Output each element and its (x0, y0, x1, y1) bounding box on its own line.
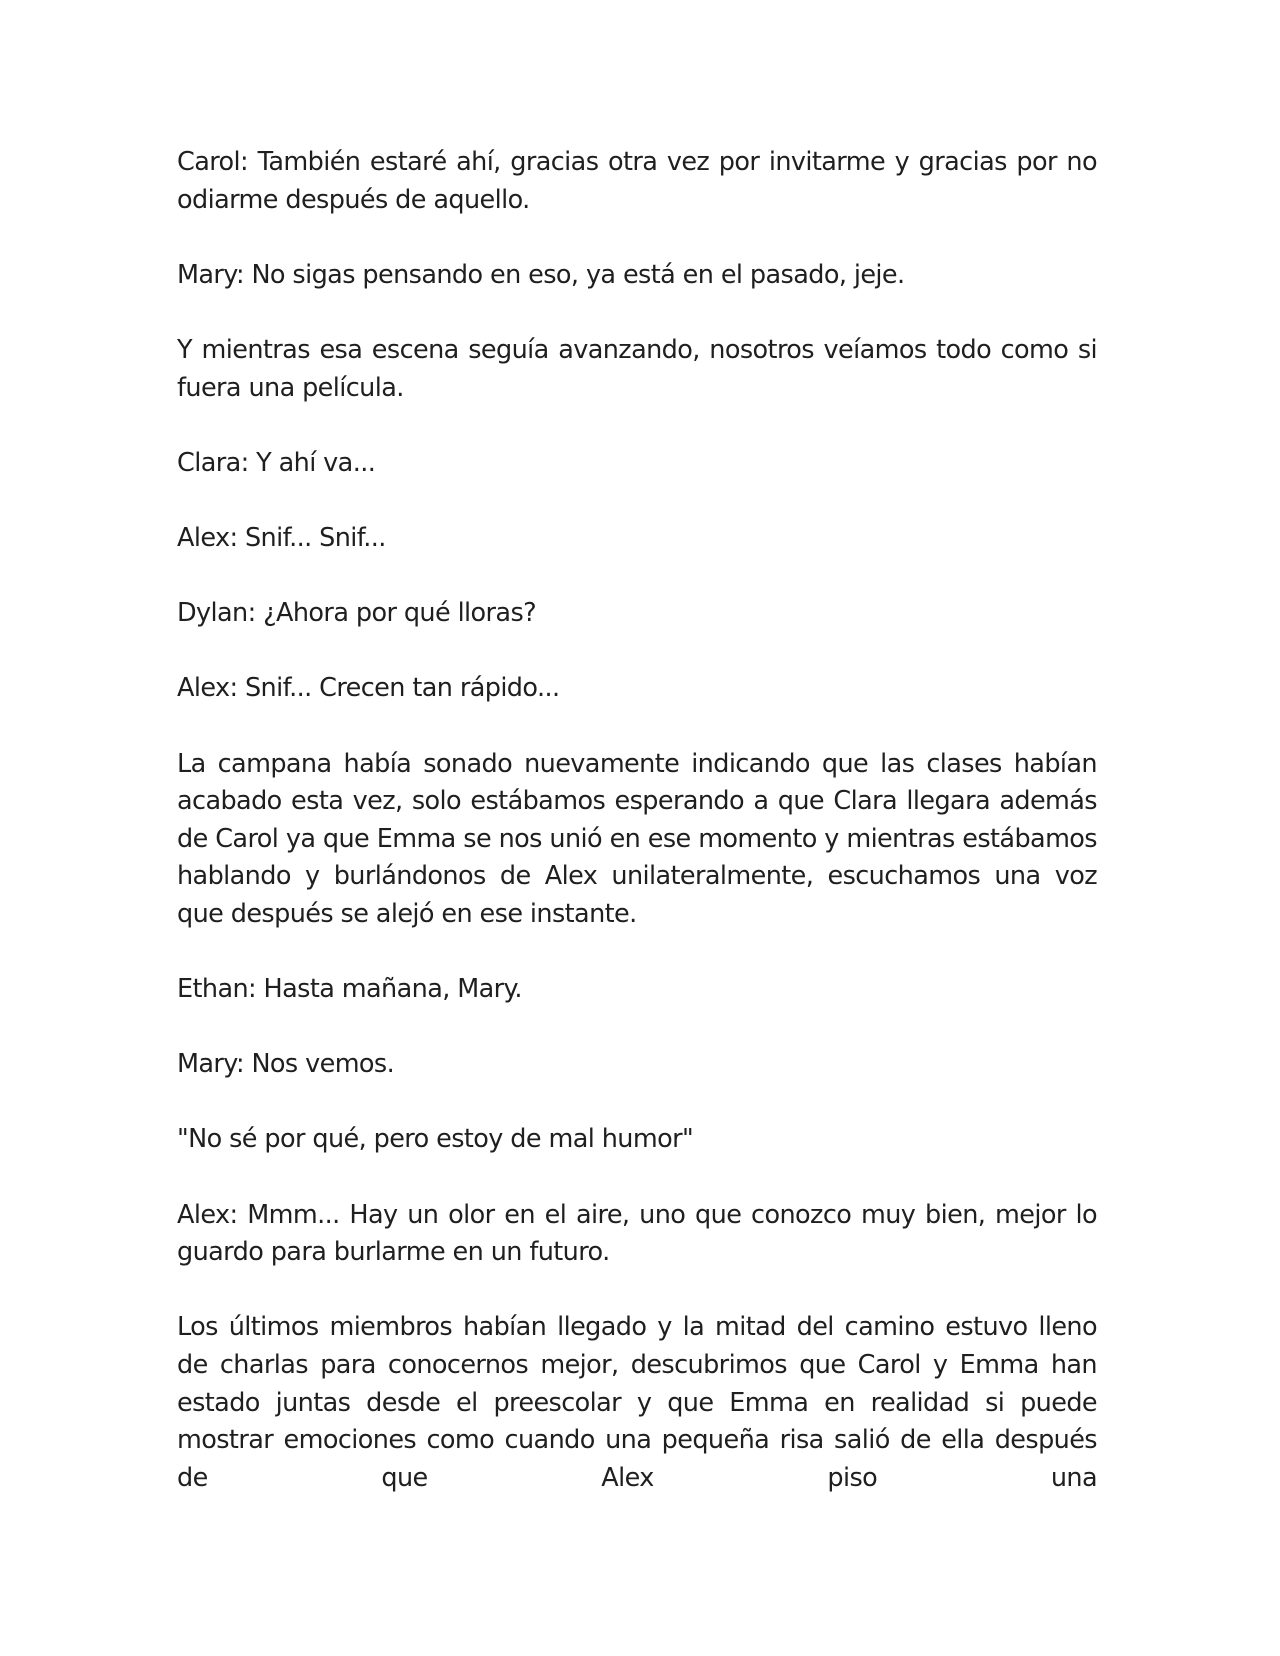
document-page (177, 144, 1097, 1497)
paragraph-clara-ahi-va: Clara: Y ahí va... (177, 447, 376, 478)
paragraph-ethan-hasta-manana: Ethan: Hasta mañana, Mary. (177, 974, 522, 1005)
paragraph-carol-gracias: Carol: También estaré ahí, gracias otra vez por invitarme y gracias por no odiarme después de aquello. (177, 147, 1097, 215)
paragraph-narration-ultimos-miembros: Los últimos miembros habían llegado y la mitad del camino estuvo lleno de charlas para conocernos mejor, descubrimos que Carol y Emma han estado juntas desde el preescolar y que Emma en realidad si puede mostrar emociones como cuando una pequeña risa salió de ella después de que Alex piso una (177, 1312, 1097, 1493)
paragraph-mary-nos-vemos: Mary: Nos vemos. (177, 1049, 395, 1080)
paragraph-mary-pasado: Mary: No sigas pensando en eso, ya está en el pasado, jeje. (177, 259, 905, 290)
paragraph-dylan-lloras: Dylan: ¿Ahora por qué lloras? (177, 598, 537, 629)
paragraph-alex-olor: Alex: Mmm... Hay un olor en el aire, uno que conozco muy bien, mejor lo guardo para burlarme en un futuro. (177, 1199, 1097, 1268)
paragraph-alex-crecen: Alex: Snif... Crecen tan rápido... (177, 673, 560, 704)
paragraph-narration-campana: La campana había sonado nuevamente indicando que las clases habían acabado esta vez, solo estábamos esperando a que Clara llegara además de Carol ya que Emma se nos unió en ese momento y mientras estábamos hablando y burlándonos de Alex unilateralmente, escuchamos una voz que después se alejó en ese instante. (177, 748, 1097, 929)
paragraph-thought-mal-humor: "No sé por qué, pero estoy de mal humor" (177, 1124, 694, 1155)
paragraph-alex-snif: Alex: Snif... Snif... (177, 522, 386, 553)
paragraph-narration-pelicula: Y mientras esa escena seguía avanzando, nosotros veíamos todo como si fuera una película. (177, 334, 1097, 403)
